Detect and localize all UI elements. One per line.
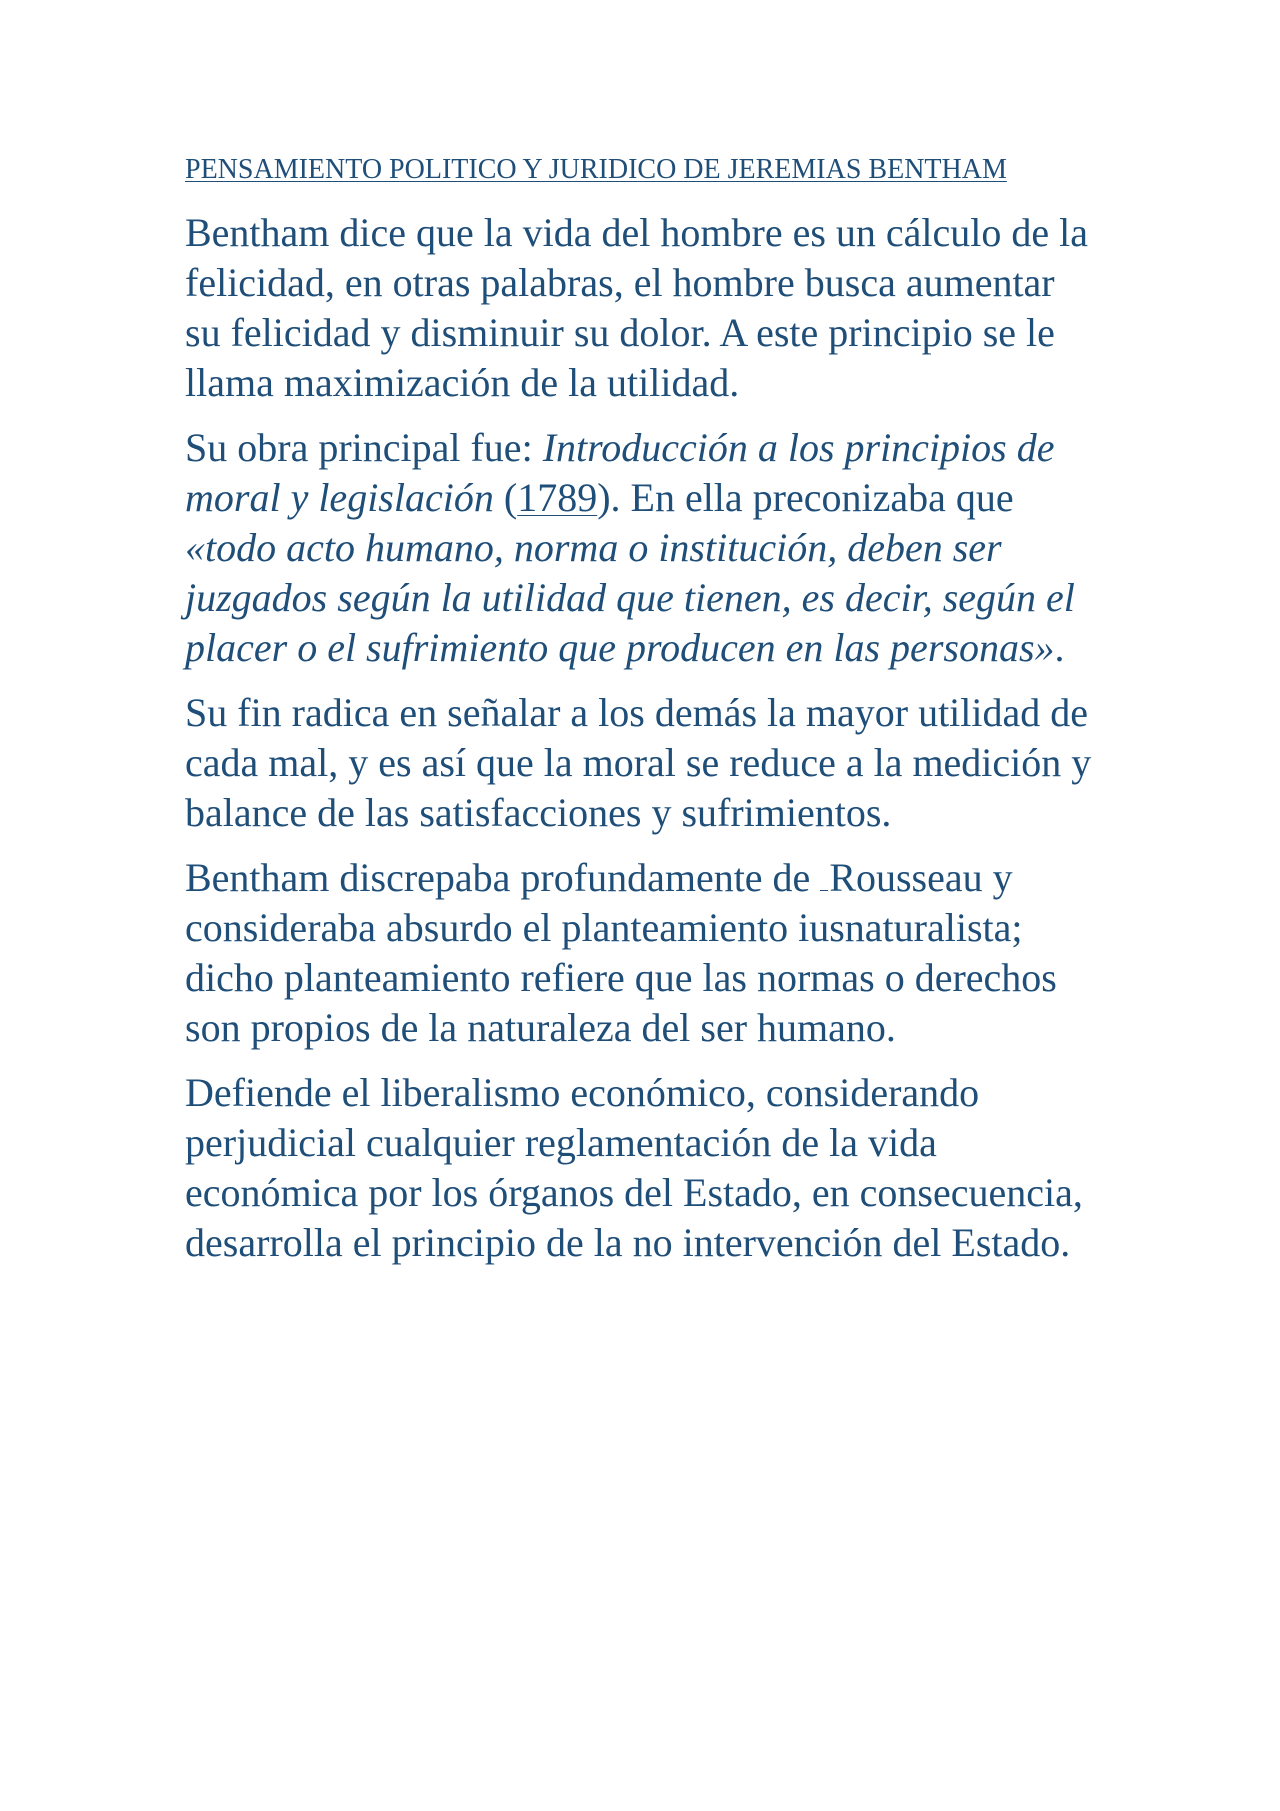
- document-title: [185, 150, 1100, 190]
- paragraph-4-rest: y consideraba absurdo el planteamiento iusnaturalista; dicho planteamiento refiere que las normas o derechos son propios de la naturaleza del ser humano.: [185, 855, 1057, 1050]
- paragraph-2: [185, 423, 1100, 673]
- link-anchor-mark[interactable]: [820, 860, 828, 891]
- document-body: [185, 150, 1100, 1283]
- work-title: Introducción a los principios de moral y legislación: [185, 425, 1055, 520]
- paragraph-4: [185, 853, 1100, 1053]
- paragraph-3: Su fin radica en señalar a los demás la mayor utilidad de cada mal, y es así que la moral se reduce a la medición y balance de las satisfacciones y sufrimientos.: [185, 690, 1092, 835]
- paragraph-2-end: .: [1054, 625, 1065, 670]
- paragraph-5: Defiende el liberalismo económico, considerando perjudicial cualquier reglamentación de la vida económica por los órganos del Estado, en consecuencia, desarrolla el principio de la no intervención del Estado.: [185, 1070, 1083, 1265]
- rousseau-link[interactable]: Rousseau: [829, 855, 983, 900]
- paragraph-4-lead: Bentham discrepaba profundamente de: [185, 855, 821, 900]
- paragraph-1: Bentham dice que la vida del hombre es un cálculo de la felicidad, en otras palabras, el hombre busca aumentar su felicidad y disminuir su dolor. A este principio se le llama maximización de la utilidad.: [185, 210, 1089, 405]
- year-link[interactable]: 1789: [517, 475, 598, 520]
- paragraph-2-after-year: ). En ella preconizaba que: [597, 475, 1014, 520]
- paragraph-2-open-paren: (: [493, 475, 518, 520]
- bentham-quote: «todo acto humano, norma o institución, deben ser juzgados según la utilidad que tienen, es decir, según el placer o el sufrimiento que producen en las personas»: [185, 525, 1075, 670]
- document-title-text: PENSAMIENTO POLITICO Y JURIDICO DE JEREMIAS BENTHAM: [185, 154, 1007, 185]
- paragraph-2-lead: Su obra principal fue:: [185, 425, 543, 470]
